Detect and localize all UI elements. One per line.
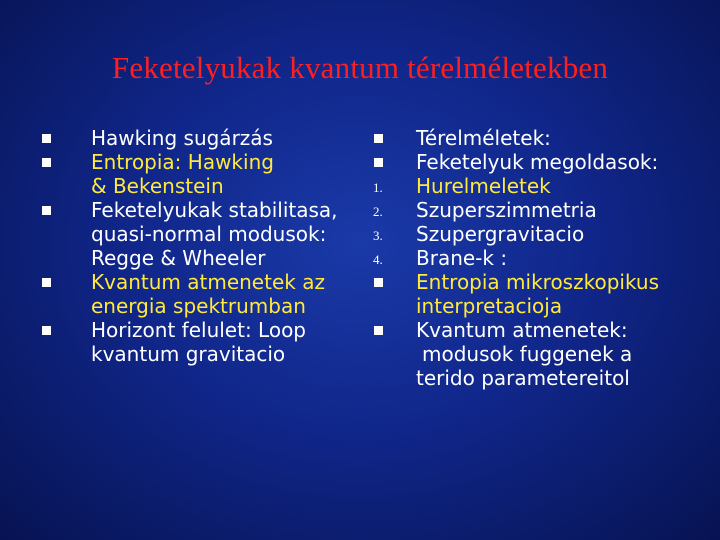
left-bullet-list <box>42 126 362 366</box>
list-item <box>366 198 696 222</box>
list-item-text: interpretacioja <box>416 294 563 318</box>
square-bullet-icon <box>374 158 383 167</box>
square-bullet-icon <box>42 278 51 287</box>
list-number: 2. <box>373 204 383 219</box>
list-item-text: kvantum gravitacio <box>91 342 286 366</box>
list-item-text: Szuperszimmetria <box>416 198 597 222</box>
list-item <box>366 126 696 150</box>
list-item-text: Hurelmeletek <box>416 174 551 198</box>
list-item <box>366 174 696 198</box>
list-item-text: Szupergravitacio <box>416 222 585 246</box>
square-bullet-icon <box>42 206 51 215</box>
list-item-text: Brane-k : <box>416 246 508 270</box>
list-item <box>42 198 362 270</box>
list-item-text: Feketelyuk megoldasok: <box>416 150 659 174</box>
list-item-text: Térelméletek: <box>416 126 551 150</box>
list-item <box>366 318 696 390</box>
square-bullet-icon <box>42 134 51 143</box>
list-item <box>366 222 696 246</box>
list-item <box>42 318 362 366</box>
list-item <box>42 150 362 198</box>
list-item-text: Hawking sugárzás <box>91 126 273 150</box>
square-bullet-icon <box>374 134 383 143</box>
list-number: 1. <box>373 180 383 195</box>
list-item-text: Entropia mikroszkopikus <box>416 270 660 294</box>
square-bullet-icon <box>374 326 383 335</box>
list-item-text: Horizont felulet: Loop <box>91 318 306 342</box>
slide-title: Feketelyukak kvantum térelméletekben <box>111 50 609 85</box>
list-item-text: Feketelyukak stabilitasa, <box>91 198 338 222</box>
right-bullet-list <box>366 126 696 390</box>
list-item-text: Kvantum atmenetek az <box>91 270 325 294</box>
list-number: 4. <box>373 252 383 267</box>
list-item <box>366 270 696 318</box>
list-item-text: & Bekenstein <box>91 174 224 198</box>
list-item-text: energia spektrumban <box>91 294 306 318</box>
square-bullet-icon <box>374 278 383 287</box>
list-item-text: quasi-normal modusok: <box>91 222 327 246</box>
list-item <box>42 270 362 318</box>
square-bullet-icon <box>42 326 51 335</box>
list-item-text: terido parametereitol <box>416 366 630 390</box>
list-item <box>366 150 696 174</box>
list-number: 3. <box>373 228 383 243</box>
list-item <box>42 126 362 150</box>
list-item-text: Kvantum atmenetek: <box>416 318 628 342</box>
list-item <box>366 246 696 270</box>
list-item-text: modusok fuggenek a <box>422 342 633 366</box>
square-bullet-icon <box>42 158 51 167</box>
list-item-text: Regge & Wheeler <box>91 246 266 270</box>
list-item-text: Entropia: Hawking <box>91 150 274 174</box>
